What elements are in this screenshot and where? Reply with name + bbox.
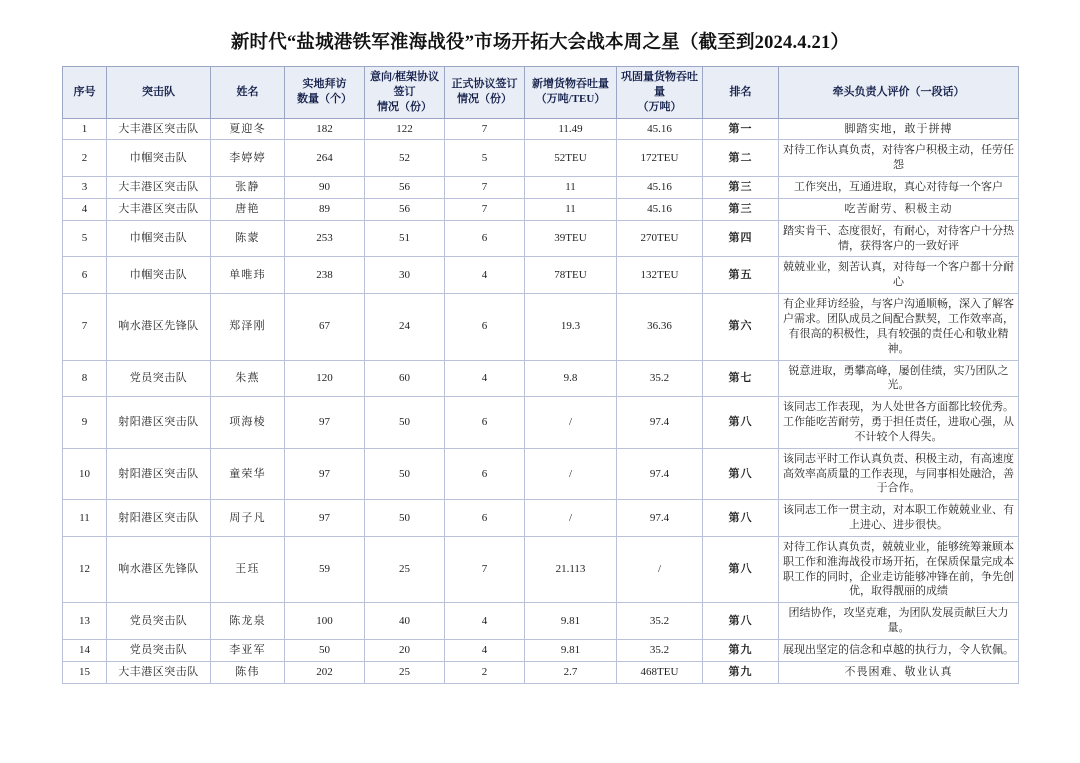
cell-new-cargo: 9.81 xyxy=(525,603,617,640)
cell-comment: 该同志工作表现，为人处世各方面都比较优秀。工作能吃苦耐劳，勇于担任责任，进取心强，从不计较个人得失。 xyxy=(779,397,1019,449)
cell-visits: 59 xyxy=(285,536,365,602)
cell-formal-agreements: 6 xyxy=(445,448,525,500)
table-row xyxy=(63,198,1019,220)
cell-visits: 264 xyxy=(285,140,365,177)
table-row xyxy=(63,257,1019,294)
cell-visits: 67 xyxy=(285,294,365,360)
cell-team: 大丰港区突击队 xyxy=(107,118,211,140)
col-header-formal-agreements: 正式协议签订 情况（份） xyxy=(445,67,525,119)
cell-team: 巾帼突击队 xyxy=(107,220,211,257)
cell-index: 9 xyxy=(63,397,107,449)
cell-team: 射阳港区突击队 xyxy=(107,448,211,500)
cell-name: 陈蒙 xyxy=(211,220,285,257)
cell-team: 射阳港区突击队 xyxy=(107,397,211,449)
cell-consolidated-cargo: 35.2 xyxy=(617,603,703,640)
cell-new-cargo: 11 xyxy=(525,177,617,199)
cell-visits: 253 xyxy=(285,220,365,257)
cell-consolidated-cargo: 97.4 xyxy=(617,397,703,449)
cell-intent-agreements: 56 xyxy=(365,198,445,220)
cell-intent-agreements: 52 xyxy=(365,140,445,177)
cell-comment: 锐意进取，勇攀高峰，屡创佳绩，实乃团队之光。 xyxy=(779,360,1019,397)
cell-formal-agreements: 6 xyxy=(445,500,525,537)
cell-index: 12 xyxy=(63,536,107,602)
cell-name: 陈伟 xyxy=(211,661,285,683)
cell-team: 巾帼突击队 xyxy=(107,140,211,177)
cell-comment: 兢兢业业，刻苦认真，对待每一个客户都十分耐心 xyxy=(779,257,1019,294)
cell-index: 14 xyxy=(63,640,107,662)
cell-comment: 该同志工作一贯主动，对本职工作兢兢业业、有上进心、进步很快。 xyxy=(779,500,1019,537)
cell-comment: 该同志平时工作认真负责、积极主动，有高速度高效率高质量的工作表现，与同事相处融洽，善于合作。 xyxy=(779,448,1019,500)
cell-formal-agreements: 4 xyxy=(445,640,525,662)
cell-formal-agreements: 6 xyxy=(445,294,525,360)
table-header xyxy=(63,67,1019,119)
cell-new-cargo: 39TEU xyxy=(525,220,617,257)
col-header-consolidated-cargo: 巩固量货物吞吐量 （万吨） xyxy=(617,67,703,119)
cell-index: 1 xyxy=(63,118,107,140)
cell-visits: 238 xyxy=(285,257,365,294)
col-header-new-cargo: 新增货物吞吐量 （万吨/TEU） xyxy=(525,67,617,119)
cell-rank: 第三 xyxy=(703,198,779,220)
cell-name: 郑泽刚 xyxy=(211,294,285,360)
table-row xyxy=(63,177,1019,199)
cell-comment: 工作突出，互通进取，真心对待每一个客户 xyxy=(779,177,1019,199)
table-row xyxy=(63,118,1019,140)
cell-index: 10 xyxy=(63,448,107,500)
cell-team: 党员突击队 xyxy=(107,360,211,397)
cell-name: 王珏 xyxy=(211,536,285,602)
cell-formal-agreements: 7 xyxy=(445,118,525,140)
cell-visits: 50 xyxy=(285,640,365,662)
cell-team: 响水港区先锋队 xyxy=(107,536,211,602)
table-header-row xyxy=(63,67,1019,119)
cell-new-cargo: 11.49 xyxy=(525,118,617,140)
cell-intent-agreements: 30 xyxy=(365,257,445,294)
cell-team: 巾帼突击队 xyxy=(107,257,211,294)
cell-formal-agreements: 6 xyxy=(445,220,525,257)
cell-rank: 第五 xyxy=(703,257,779,294)
cell-name: 陈龙泉 xyxy=(211,603,285,640)
cell-new-cargo: 52TEU xyxy=(525,140,617,177)
table-row xyxy=(63,140,1019,177)
page-title: 新时代“盐城港铁军淮海战役”市场开拓大会战本周之星（截至到2024.4.21） xyxy=(230,33,850,53)
cell-consolidated-cargo: / xyxy=(617,536,703,602)
cell-intent-agreements: 40 xyxy=(365,603,445,640)
cell-visits: 120 xyxy=(285,360,365,397)
cell-consolidated-cargo: 132TEU xyxy=(617,257,703,294)
cell-consolidated-cargo: 45.16 xyxy=(617,198,703,220)
cell-visits: 90 xyxy=(285,177,365,199)
cell-team: 响水港区先锋队 xyxy=(107,294,211,360)
cell-team: 党员突击队 xyxy=(107,603,211,640)
cell-name: 李婷婷 xyxy=(211,140,285,177)
table-row xyxy=(63,500,1019,537)
cell-index: 5 xyxy=(63,220,107,257)
cell-comment: 不畏困难、敬业认真 xyxy=(779,661,1019,683)
cell-team: 大丰港区突击队 xyxy=(107,177,211,199)
cell-formal-agreements: 4 xyxy=(445,360,525,397)
col-header-visits: 实地拜访 数量（个） xyxy=(285,67,365,119)
cell-rank: 第八 xyxy=(703,536,779,602)
cell-comment: 对待工作认真负责，对待客户积极主动，任劳任怨 xyxy=(779,140,1019,177)
cell-name: 张静 xyxy=(211,177,285,199)
cell-team: 党员突击队 xyxy=(107,640,211,662)
cell-rank: 第四 xyxy=(703,220,779,257)
cell-consolidated-cargo: 468TEU xyxy=(617,661,703,683)
cell-consolidated-cargo: 35.2 xyxy=(617,640,703,662)
table-row xyxy=(63,640,1019,662)
cell-formal-agreements: 7 xyxy=(445,177,525,199)
cell-index: 3 xyxy=(63,177,107,199)
cell-visits: 97 xyxy=(285,500,365,537)
cell-visits: 97 xyxy=(285,397,365,449)
cell-comment: 对待工作认真负责，兢兢业业，能够统筹兼顾本职工作和淮海战役市场开拓，在保质保量完成本职工作的同时，企业走访能够冲锋在前，争先创优，取得靓丽的成绩 xyxy=(779,536,1019,602)
cell-intent-agreements: 20 xyxy=(365,640,445,662)
cell-index: 7 xyxy=(63,294,107,360)
cell-new-cargo: / xyxy=(525,500,617,537)
cell-intent-agreements: 51 xyxy=(365,220,445,257)
cell-index: 4 xyxy=(63,198,107,220)
cell-formal-agreements: 2 xyxy=(445,661,525,683)
table-row xyxy=(63,294,1019,360)
cell-index: 13 xyxy=(63,603,107,640)
cell-new-cargo: 9.81 xyxy=(525,640,617,662)
cell-consolidated-cargo: 45.16 xyxy=(617,118,703,140)
table-row xyxy=(63,220,1019,257)
cell-name: 李亚军 xyxy=(211,640,285,662)
star-of-the-week-table xyxy=(62,66,1019,684)
cell-index: 11 xyxy=(63,500,107,537)
cell-intent-agreements: 50 xyxy=(365,448,445,500)
cell-team: 射阳港区突击队 xyxy=(107,500,211,537)
table-row xyxy=(63,603,1019,640)
table-row xyxy=(63,397,1019,449)
cell-new-cargo: / xyxy=(525,397,617,449)
cell-intent-agreements: 24 xyxy=(365,294,445,360)
col-header-rank: 排名 xyxy=(703,67,779,119)
cell-team: 大丰港区突击队 xyxy=(107,198,211,220)
cell-new-cargo: 19.3 xyxy=(525,294,617,360)
cell-visits: 97 xyxy=(285,448,365,500)
cell-index: 8 xyxy=(63,360,107,397)
cell-formal-agreements: 6 xyxy=(445,397,525,449)
cell-consolidated-cargo: 97.4 xyxy=(617,500,703,537)
cell-rank: 第六 xyxy=(703,294,779,360)
cell-index: 6 xyxy=(63,257,107,294)
cell-intent-agreements: 50 xyxy=(365,397,445,449)
cell-comment: 踏实肯干、态度很好，有耐心，对待客户十分热情，获得客户的一致好评 xyxy=(779,220,1019,257)
col-header-comment: 牵头负责人评价（一段话） xyxy=(779,67,1019,119)
cell-consolidated-cargo: 35.2 xyxy=(617,360,703,397)
cell-name: 唐艳 xyxy=(211,198,285,220)
table-row xyxy=(63,448,1019,500)
cell-team: 大丰港区突击队 xyxy=(107,661,211,683)
cell-formal-agreements: 5 xyxy=(445,140,525,177)
table-row xyxy=(63,536,1019,602)
cell-intent-agreements: 60 xyxy=(365,360,445,397)
cell-rank: 第八 xyxy=(703,500,779,537)
cell-name: 周子凡 xyxy=(211,500,285,537)
cell-comment: 有企业拜访经验，与客户沟通顺畅，深入了解客户需求。团队成员之间配合默契，工作效率高，有很高的积极性，具有较强的责任心和敬业精神。 xyxy=(779,294,1019,360)
cell-rank: 第七 xyxy=(703,360,779,397)
cell-intent-agreements: 25 xyxy=(365,536,445,602)
cell-rank: 第一 xyxy=(703,118,779,140)
cell-rank: 第八 xyxy=(703,397,779,449)
cell-new-cargo: 2.7 xyxy=(525,661,617,683)
cell-name: 项海棱 xyxy=(211,397,285,449)
cell-index: 2 xyxy=(63,140,107,177)
cell-consolidated-cargo: 270TEU xyxy=(617,220,703,257)
cell-name: 夏迎冬 xyxy=(211,118,285,140)
cell-comment: 脚踏实地，敢于拼搏 xyxy=(779,118,1019,140)
table-row xyxy=(63,360,1019,397)
cell-rank: 第二 xyxy=(703,140,779,177)
cell-rank: 第八 xyxy=(703,448,779,500)
cell-new-cargo: 11 xyxy=(525,198,617,220)
cell-comment: 吃苦耐劳、积极主动 xyxy=(779,198,1019,220)
cell-name: 童荣华 xyxy=(211,448,285,500)
cell-intent-agreements: 50 xyxy=(365,500,445,537)
col-header-index: 序号 xyxy=(63,67,107,119)
cell-name: 单唯玮 xyxy=(211,257,285,294)
cell-comment: 团结协作，攻坚克难，为团队发展贡献巨大力量。 xyxy=(779,603,1019,640)
cell-index: 15 xyxy=(63,661,107,683)
cell-consolidated-cargo: 172TEU xyxy=(617,140,703,177)
cell-intent-agreements: 25 xyxy=(365,661,445,683)
cell-visits: 202 xyxy=(285,661,365,683)
cell-consolidated-cargo: 36.36 xyxy=(617,294,703,360)
col-header-team: 突击队 xyxy=(107,67,211,119)
cell-intent-agreements: 122 xyxy=(365,118,445,140)
cell-formal-agreements: 4 xyxy=(445,257,525,294)
cell-comment: 展现出坚定的信念和卓越的执行力，令人钦佩。 xyxy=(779,640,1019,662)
table-body xyxy=(63,118,1019,683)
cell-new-cargo: 78TEU xyxy=(525,257,617,294)
cell-new-cargo: / xyxy=(525,448,617,500)
cell-consolidated-cargo: 97.4 xyxy=(617,448,703,500)
cell-rank: 第三 xyxy=(703,177,779,199)
cell-new-cargo: 9.8 xyxy=(525,360,617,397)
cell-intent-agreements: 56 xyxy=(365,177,445,199)
cell-visits: 100 xyxy=(285,603,365,640)
cell-formal-agreements: 7 xyxy=(445,536,525,602)
col-header-name: 姓名 xyxy=(211,67,285,119)
cell-consolidated-cargo: 45.16 xyxy=(617,177,703,199)
table-row xyxy=(63,661,1019,683)
cell-formal-agreements: 7 xyxy=(445,198,525,220)
cell-name: 朱燕 xyxy=(211,360,285,397)
col-header-intent-agreements: 意向/框架协议签订 情况（份） xyxy=(365,67,445,119)
cell-visits: 89 xyxy=(285,198,365,220)
cell-visits: 182 xyxy=(285,118,365,140)
cell-rank: 第九 xyxy=(703,640,779,662)
cell-formal-agreements: 4 xyxy=(445,603,525,640)
cell-rank: 第九 xyxy=(703,661,779,683)
cell-rank: 第八 xyxy=(703,603,779,640)
cell-new-cargo: 21.113 xyxy=(525,536,617,602)
